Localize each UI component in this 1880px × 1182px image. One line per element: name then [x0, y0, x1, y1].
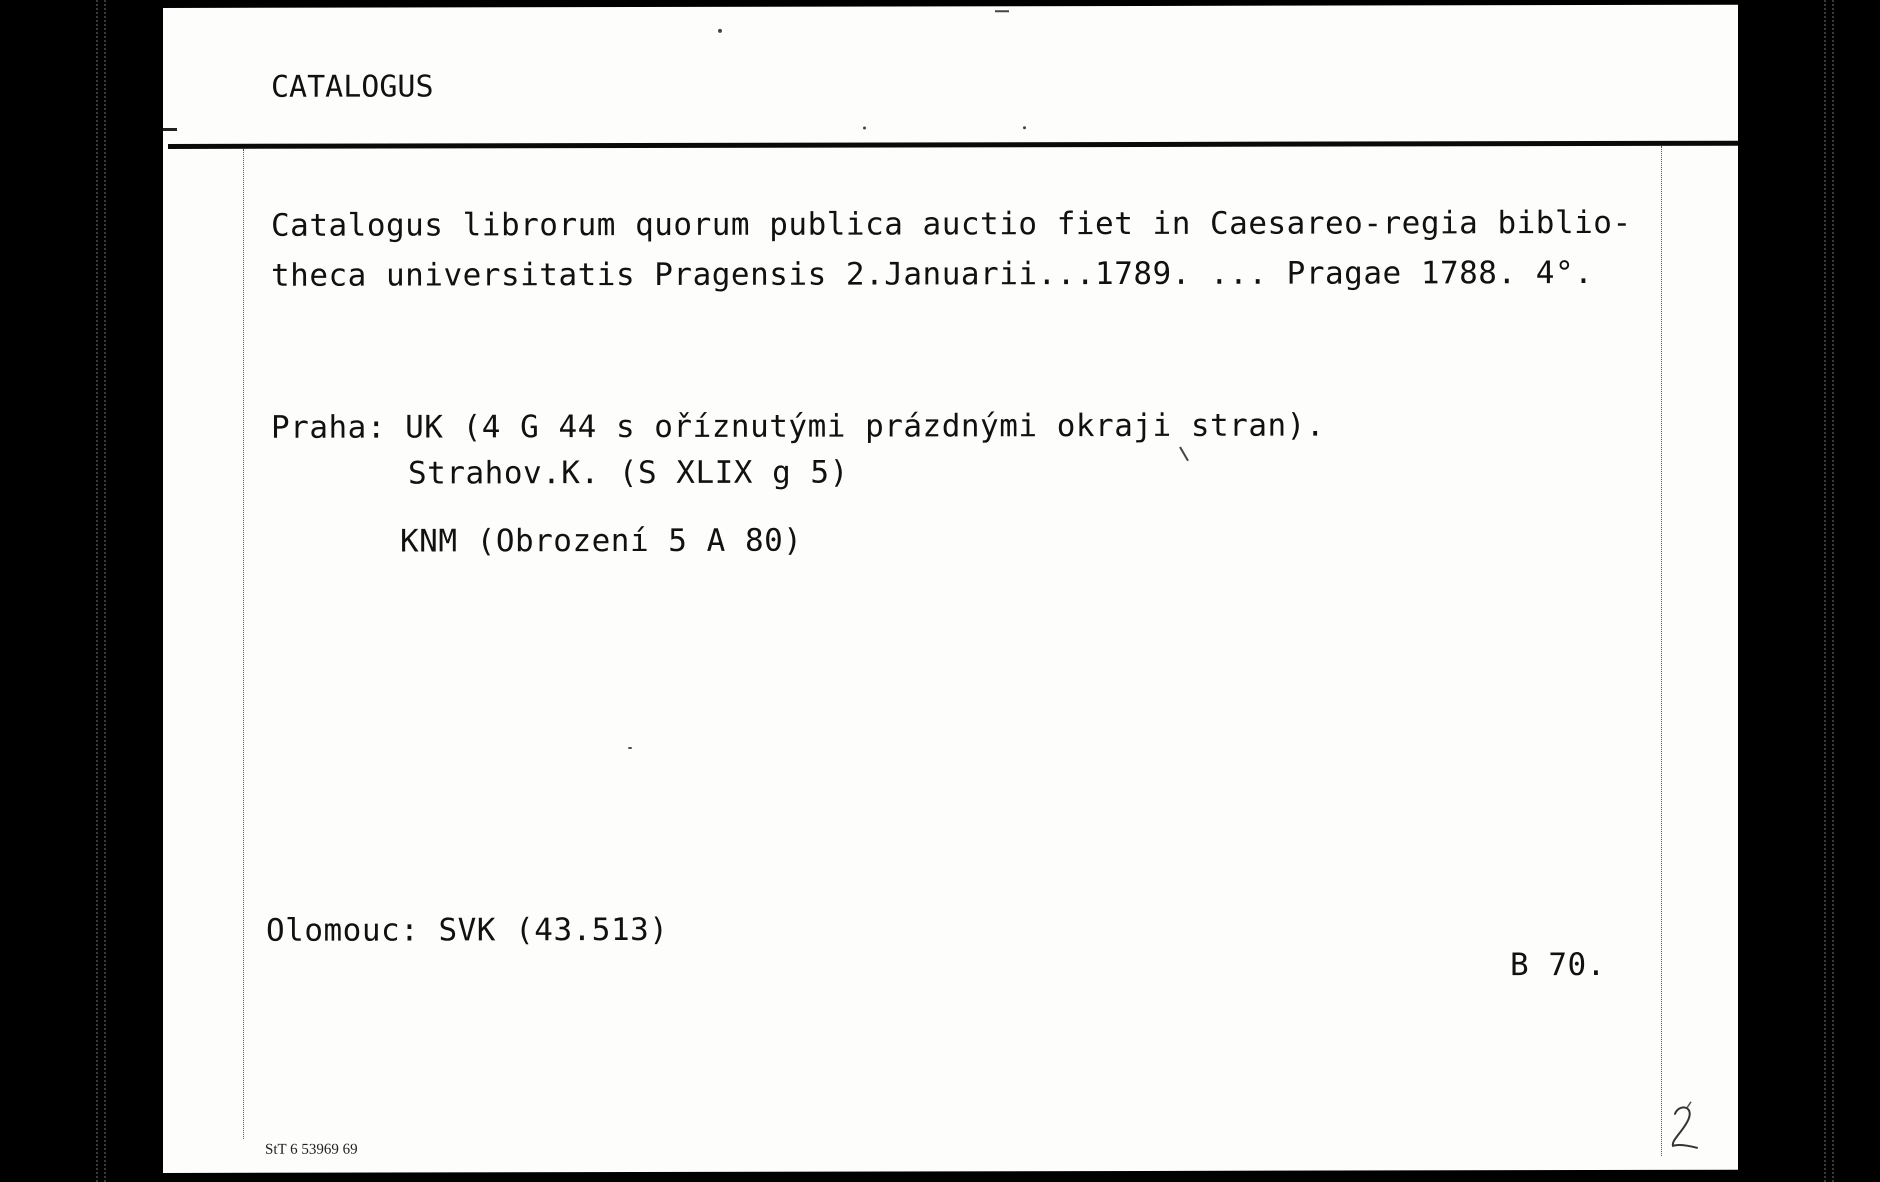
holding-praha-uk: Praha: UK (4 G 44 s oříznutými prázdnými okraji stran).: [271, 407, 1325, 446]
holding-olomouc: Olomouc: SVK (43.513): [266, 911, 669, 949]
film-edge-right: [1824, 0, 1828, 1182]
card-heading: CATALOGUS: [271, 69, 434, 105]
holding-knm: KNM (Obrození 5 A 80): [400, 522, 803, 560]
dust-speck: [718, 29, 722, 33]
printer-code: StT 6 53969 69: [265, 1141, 358, 1158]
entry-line-1: Catalogus librorum quorum publica auctio fiet in Caesareo-regia biblio-: [271, 204, 1632, 244]
film-edge-left: [96, 0, 100, 1182]
film-edge-right-2: [1832, 0, 1836, 1182]
right-margin-line: [1661, 146, 1662, 1156]
dust-speck: [1023, 126, 1026, 129]
left-margin-line: [243, 149, 244, 1139]
handwritten-numeral-icon: [1665, 1100, 1705, 1160]
holding-praha-strahov: Strahov.K. (S XLIX g 5): [408, 454, 849, 492]
film-edge-left-2: [104, 0, 108, 1182]
shelf-mark: B 70.: [1510, 946, 1606, 984]
margin-tick: [163, 128, 177, 131]
entry-line-2: theca universitatis Pragensis 2.Januarii...1789. ... Pragae 1788. 4°.: [271, 255, 1594, 294]
dust-speck: [995, 10, 1009, 12]
dust-speck: [1179, 446, 1189, 461]
dust-speck: [628, 747, 632, 749]
dust-speck: [863, 127, 866, 130]
catalog-card: [163, 5, 1738, 1173]
heading-rule: [168, 141, 1738, 149]
